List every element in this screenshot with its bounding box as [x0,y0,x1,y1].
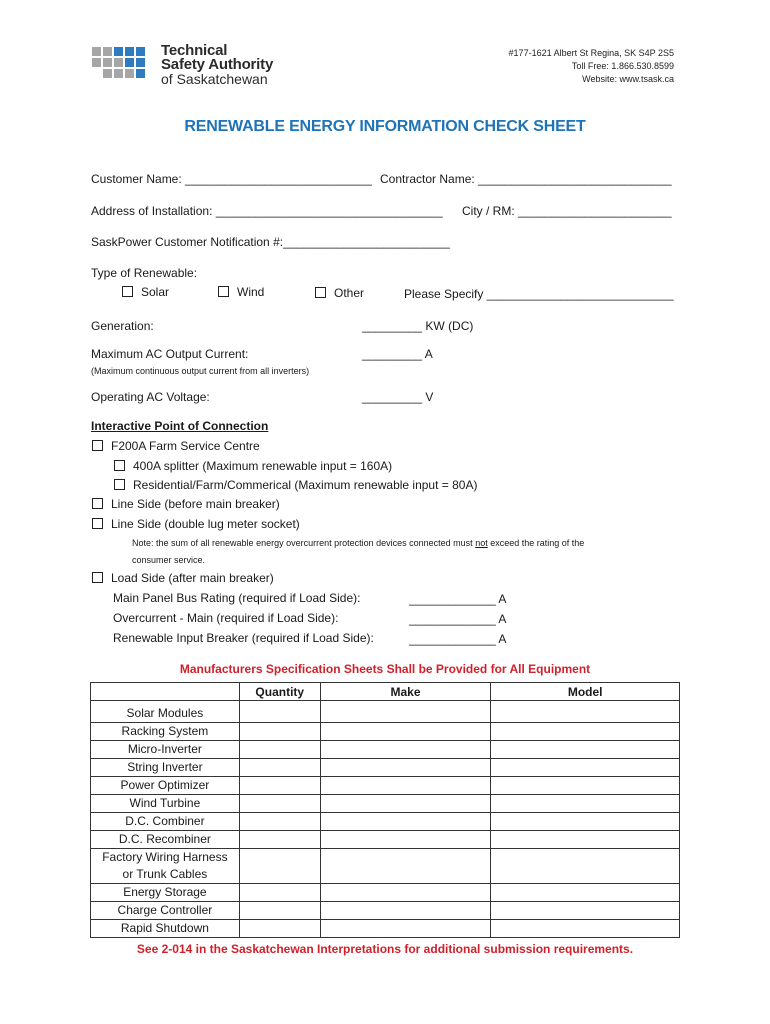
load-side-label: Load Side (after main breaker) [111,571,274,585]
table-row [91,741,680,759]
sum-note [132,538,584,548]
model-cell[interactable] [491,831,680,849]
f200a-label: F200A Farm Service Centre [111,439,260,453]
quantity-cell[interactable] [239,831,320,849]
max-ac-value-field[interactable]: _________ A [362,347,433,361]
other-option[interactable] [315,286,364,300]
wind-label: Wind [237,285,265,299]
table-row [91,884,680,902]
residential-checkbox[interactable] [114,479,125,490]
equipment-name: D.C. Combiner [125,814,205,828]
generation-label: Generation: [91,319,154,333]
max-ac-label: Maximum AC Output Current: [91,347,249,361]
logo-square [103,47,112,56]
sum-note-line-2: consumer service. [132,555,206,565]
make-cell[interactable] [320,813,491,831]
quantity-cell[interactable] [239,741,320,759]
logo-square [125,69,134,78]
equipment-name-cell [91,813,240,831]
equipment-name: String Inverter [127,760,203,774]
model-cell[interactable] [491,759,680,777]
equipment-name-cell [91,884,240,902]
equipment-name: Charge Controller [117,903,213,917]
logo-square [136,58,145,67]
bus-rating-label: Main Panel Bus Rating (required if Load Side): [113,591,361,605]
footer-notice: See 2-014 in the Saskatchewan Interpretations for additional submission requirements. [136,942,634,956]
line-side-double-label: Line Side (double lug meter socket) [111,517,300,531]
model-cell[interactable] [491,723,680,741]
equipment-table [90,682,680,938]
saskpower-field[interactable]: SaskPower Customer Notification #:_________________________ [91,235,450,249]
voltage-label: Operating AC Voltage: [91,390,210,404]
table-row [91,723,680,741]
generation-value-field[interactable]: _________ KW (DC) [362,319,474,333]
model-cell[interactable] [491,920,680,938]
equipment-name-cell [91,741,240,759]
logo-line-2: Safety Authority [161,56,274,73]
input-breaker-label: Renewable Input Breaker (required if Load Side): [113,631,374,645]
residential-option[interactable] [114,478,477,492]
page-title: RENEWABLE ENERGY INFORMATION CHECK SHEET [184,118,586,135]
logo-square [114,69,123,78]
sum-note-part-b: exceed the rating of the [487,538,585,548]
model-cell[interactable] [491,777,680,795]
solar-label: Solar [141,285,170,299]
table-row [91,920,680,938]
make-cell[interactable] [320,759,491,777]
overcurrent-label: Overcurrent - Main (required if Load Side): [113,611,339,625]
logo-square [125,58,134,67]
model-cell[interactable] [491,813,680,831]
make-cell[interactable] [320,795,491,813]
equipment-name-cell [91,701,240,723]
line-side-label: Line Side (before main breaker) [111,497,280,511]
header-equipment [91,683,240,701]
equipment-name-cell [91,849,240,884]
quantity-cell[interactable] [239,884,320,902]
max-ac-note: (Maximum continuous output current from all inverters) [91,366,310,376]
equipment-name: Racking System [121,724,209,738]
interactive-heading: Interactive Point of Connection [91,419,269,433]
voltage-value-field[interactable]: _________ V [362,390,434,404]
load-side-checkbox[interactable] [92,572,103,583]
logo-line-1: Technical [161,42,228,59]
address-text: #177-1621 Albert St Regina, SK S4P 2S5 [508,48,674,58]
input-breaker-field[interactable]: _____________ A [409,632,507,646]
make-cell[interactable] [320,723,491,741]
bus-rating-field[interactable]: _____________ A [409,592,507,606]
f200a-checkbox[interactable] [92,440,103,451]
splitter-option[interactable] [114,459,392,473]
tsask-logo-text [161,44,273,86]
customer-name-field[interactable]: Customer Name: ____________________________ [91,172,372,186]
equipment-name-cell [91,723,240,741]
sum-note-not: not [475,538,488,548]
website-text: Website: www.tsask.ca [582,74,674,84]
table-row [91,813,680,831]
solar-option[interactable] [122,285,169,299]
equipment-name: Power Optimizer [120,778,210,792]
table-row [91,849,680,884]
tsask-logo-mark [92,47,156,87]
contact-block [509,47,674,86]
sum-note-part-a: Note: the sum of all renewable energy overcurrent protection devices connected must [132,538,476,548]
logo-square [92,47,101,56]
quantity-cell[interactable] [239,795,320,813]
table-row [91,777,680,795]
make-cell[interactable] [320,920,491,938]
model-cell[interactable] [491,849,680,884]
equipment-name: Rapid Shutdown [120,921,209,935]
quantity-cell[interactable] [239,849,320,884]
quantity-cell[interactable] [239,777,320,795]
make-cell[interactable] [320,777,491,795]
table-row [91,795,680,813]
make-cell[interactable] [320,701,491,723]
spec-sheet-notice: Manufacturers Specification Sheets Shall be Provided for All Equipment [179,662,591,676]
quantity-cell[interactable] [239,723,320,741]
quantity-cell[interactable] [239,813,320,831]
city-field[interactable]: City / RM: _______________________ [462,204,672,218]
overcurrent-field[interactable]: _____________ A [409,612,507,626]
quantity-cell[interactable] [239,759,320,777]
model-cell[interactable] [491,902,680,920]
equipment-name: Factory Wiring Harness [102,850,228,864]
equipment-name: Wind Turbine [129,796,201,810]
wind-option[interactable] [218,285,264,299]
renewable-type-label: Type of Renewable: [91,266,198,280]
table-row [91,902,680,920]
f200a-option[interactable] [92,439,260,453]
logo-square [114,58,123,67]
header-make: Make [320,683,491,701]
equipment-name: Micro-Inverter [127,742,202,756]
logo-square [125,47,134,56]
model-cell[interactable] [491,795,680,813]
logo-square [103,58,112,67]
wind-checkbox[interactable] [218,286,229,297]
line-side-checkbox[interactable] [92,498,103,509]
header-model: Model [491,683,680,701]
logo-square [136,69,145,78]
quantity-cell[interactable] [239,701,320,723]
address-field[interactable]: Address of Installation: __________________________________ [91,204,443,218]
make-cell[interactable] [320,741,491,759]
make-cell[interactable] [320,902,491,920]
equipment-name-cell [91,920,240,938]
please-specify-field[interactable]: Please Specify ____________________________ [404,287,674,301]
make-cell[interactable] [320,831,491,849]
logo-square [136,47,145,56]
line-side-double-option[interactable] [92,517,300,531]
model-cell[interactable] [491,741,680,759]
splitter-checkbox[interactable] [114,460,125,471]
phone-text: Toll Free: 1.866.530.8599 [571,61,674,71]
equipment-name-cell [91,795,240,813]
make-cell[interactable] [320,849,491,884]
table-row [91,701,680,723]
residential-label: Residential/Farm/Commerical (Maximum renewable input = 80A) [133,478,478,492]
quantity-cell[interactable] [239,902,320,920]
logo-square [114,47,123,56]
quantity-cell[interactable] [239,920,320,938]
equipment-name: Solar Modules [126,706,204,720]
other-label: Other [334,286,365,300]
model-cell[interactable] [491,884,680,902]
other-checkbox[interactable] [315,287,326,298]
logo-square [103,69,112,78]
model-cell[interactable] [491,701,680,723]
equipment-name: Energy Storage [123,885,207,899]
line-side-option[interactable] [92,497,280,511]
table-row [91,759,680,777]
solar-checkbox[interactable] [122,286,133,297]
equipment-name-cell [91,759,240,777]
contractor-name-field[interactable]: Contractor Name: _____________________________ [380,172,672,186]
load-side-option[interactable] [92,571,274,585]
table-header-row [91,683,680,701]
equipment-name: D.C. Recombiner [118,832,211,846]
equipment-name-cell [91,902,240,920]
line-side-double-checkbox[interactable] [92,518,103,529]
logo-line-3: of Saskatchewan [161,71,268,87]
splitter-label: 400A splitter (Maximum renewable input = 160A) [133,459,393,473]
header-quantity: Quantity [239,683,320,701]
equipment-name-cell [91,777,240,795]
equipment-name: or Trunk Cables [122,867,208,881]
logo-square [92,58,101,67]
table-row [91,831,680,849]
equipment-name-cell [91,831,240,849]
make-cell[interactable] [320,884,491,902]
